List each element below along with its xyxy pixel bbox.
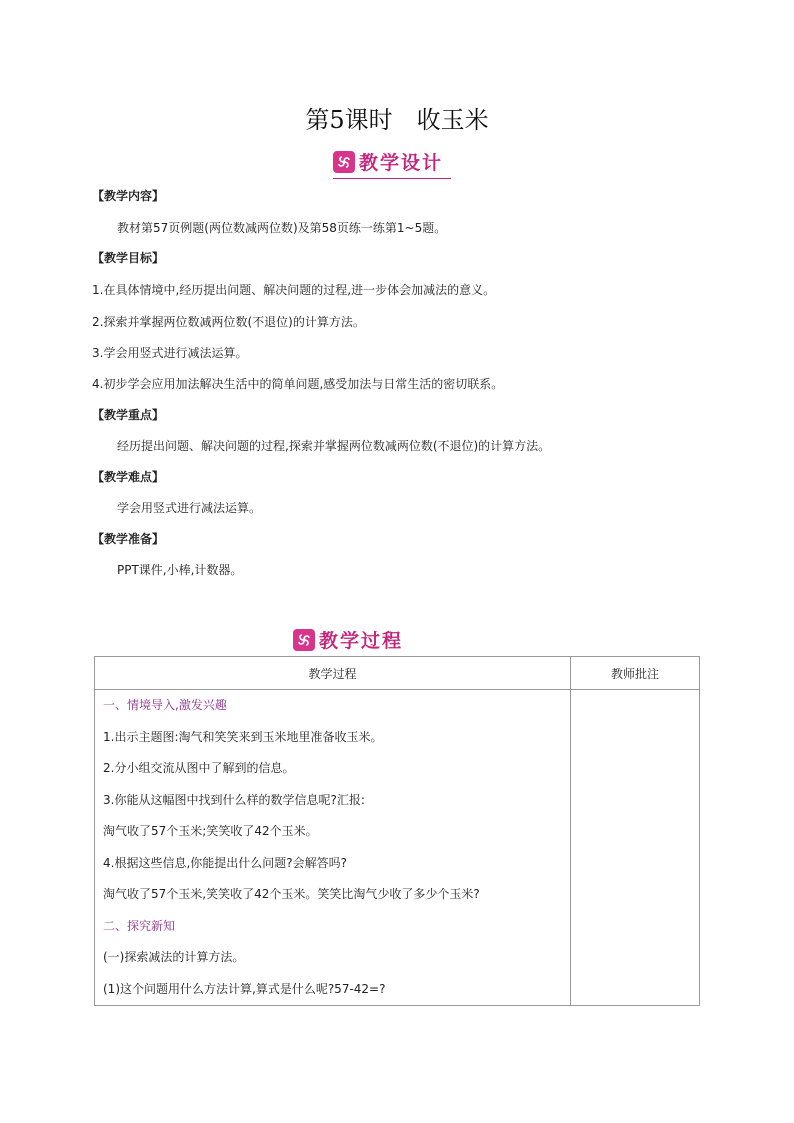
process-line: (1)这个问题用什么方法计算,算式是什么呢?57-42=?	[103, 981, 386, 996]
process-cell	[95, 690, 571, 1006]
process-line: 淘气收了57个玉米,笑笑收了42个玉米。笑笑比淘气少收了多少个玉米?	[103, 887, 480, 901]
banner-teaching-design	[333, 148, 443, 175]
paragraph-content: 教材第57页例题(两位数减两位数)及第58页练一练第1~5题。	[117, 221, 447, 235]
table-row	[95, 690, 700, 1006]
banner-underline	[333, 178, 451, 179]
banner-label: 教学过程	[319, 630, 404, 652]
process-line: 淘气收了57个玉米;笑笑收了42个玉米。	[103, 824, 318, 838]
heading-key-points: 【教学重点】	[92, 408, 165, 422]
process-line: 4.根据这些信息,你能提出什么问题?会解答吗?	[103, 855, 348, 870]
banner-teaching-process	[293, 626, 403, 653]
objective-item-1: 1.在具体情境中,经历提出问题、解决问题的过程,进一步体会加减法的意义。	[92, 283, 496, 297]
page-title: 第5课时 收玉米	[305, 106, 489, 134]
objective-item-4: 4.初步学会应用加法解决生活中的简单问题,感受加法与日常生活的密切联系。	[92, 377, 504, 391]
process-table	[94, 656, 700, 1006]
heading-objectives: 【教学目标】	[92, 251, 165, 265]
section-title-explore: 二、探究新知	[103, 918, 176, 933]
objective-item-3: 3.学会用竖式进行减法运算。	[92, 346, 248, 360]
objective-item-2: 2.探索并掌握两位数减两位数(不退位)的计算方法。	[92, 315, 365, 329]
heading-content: 【教学内容】	[92, 189, 165, 203]
paragraph-preparation: PPT课件,小棒,计数器。	[117, 563, 243, 577]
paragraph-difficulties: 学会用竖式进行减法运算。	[117, 501, 262, 515]
process-line: 3.你能从这幅图中找到什么样的数学信息呢?汇报:	[103, 792, 365, 807]
flower-icon	[293, 629, 315, 651]
process-line: 2.分小组交流从图中了解到的信息。	[103, 761, 295, 775]
paragraph-key-points: 经历提出问题、解决问题的过程,探索并掌握两位数减两位数(不退位)的计算方法。	[117, 439, 551, 453]
process-line: (一)探索减法的计算方法。	[103, 950, 245, 964]
flower-icon	[333, 151, 355, 173]
column-header-process: 教学过程	[95, 657, 571, 690]
process-line: 1.出示主题图:淘气和笑笑来到玉米地里准备收玉米。	[103, 729, 383, 744]
heading-difficulties: 【教学难点】	[92, 470, 165, 484]
teacher-notes-cell	[570, 690, 699, 1006]
heading-preparation: 【教学准备】	[92, 532, 165, 546]
section-title-intro: 一、情境导入,激发兴趣	[103, 698, 227, 712]
table-header-row	[95, 657, 700, 690]
banner-label: 教学设计	[359, 152, 444, 174]
column-header-notes: 教师批注	[570, 657, 699, 690]
